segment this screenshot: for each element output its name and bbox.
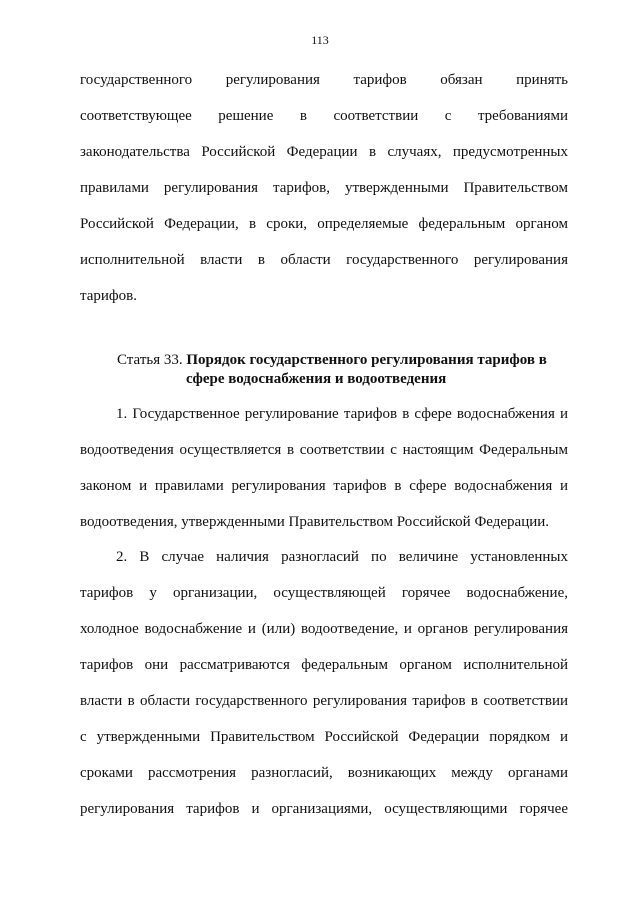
para1-line-1: государственного регулирования тарифов обязан принять [80, 72, 568, 88]
para1-line-5: Российской Федерации, в сроки, определяемые федеральным органом [80, 216, 568, 232]
para3-line-3: холодное водоснабжение и (или) водоотведение, и органов регулирования [80, 621, 568, 637]
para3-line-6: с утвержденными Правительством Российской Федерации порядком и [80, 729, 568, 745]
para3-line-5: власти в области государственного регулирования тарифов в соответствии [80, 693, 568, 709]
page-number: 113 [311, 33, 329, 47]
para2-line-2: водоотведения осуществляется в соответствии с настоящим Федеральным [80, 442, 568, 458]
article-title-line-2: сфере водоснабжения и водоотведения [186, 371, 447, 387]
para1-line-3: законодательства Российской Федерации в случаях, предусмотренных [80, 144, 568, 160]
para1-line-7: тарифов. [80, 288, 137, 304]
para2-line-1: 1. Государственное регулирование тарифов в сфере водоснабжения и [116, 406, 568, 422]
para2-line-4: водоотведения, утвержденными Правительством Российской Федерации. [80, 514, 550, 530]
para1-line-2: соответствующее решение в соответствии с требованиями [80, 108, 568, 124]
para1-line-6: исполнительной власти в области государственного регулирования [80, 252, 568, 268]
article-title-line-1: Порядок государственного регулирования тарифов в [186, 352, 547, 368]
para1-line-4: правилами регулирования тарифов, утвержденными Правительством [80, 180, 568, 196]
article-heading [117, 350, 547, 370]
para3-line-4: тарифов они рассматриваются федеральным органом исполнительной [80, 657, 568, 673]
article-number: Статья 33. [117, 352, 183, 368]
para3-line-7: сроками рассмотрения разногласий, возникающих между органами [80, 765, 568, 781]
para3-line-2: тарифов у организации, осуществляющей горячее водоснабжение, [80, 585, 568, 601]
para3-line-1: 2. В случае наличия разногласий по величине установленных [116, 549, 568, 565]
para2-line-3: законом и правилами регулирования тарифов в сфере водоснабжения и [80, 478, 568, 494]
para3-line-8: регулирования тарифов и организациями, осуществляющими горячее [80, 801, 568, 817]
